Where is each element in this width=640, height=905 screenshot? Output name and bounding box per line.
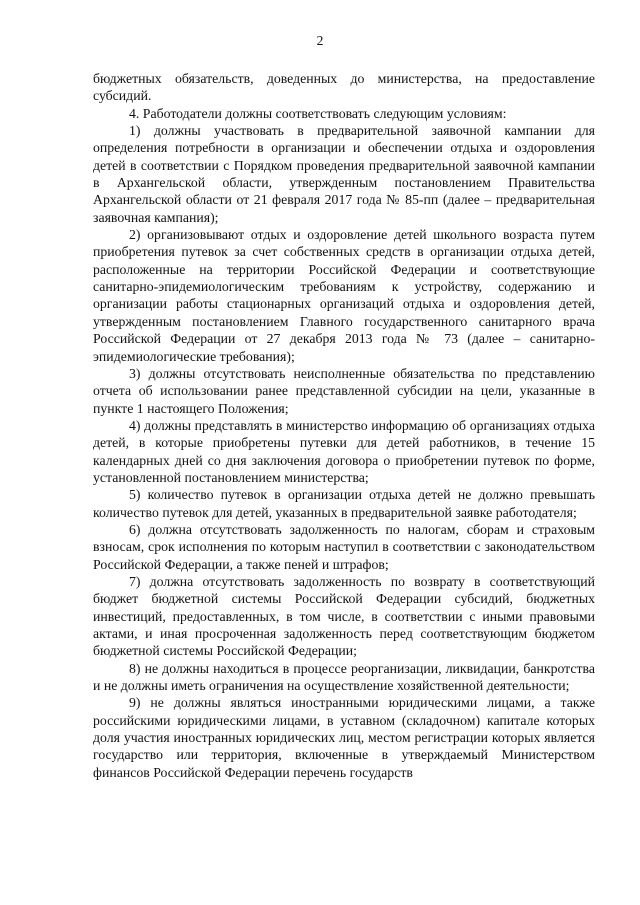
paragraph-subitem-2: 2) организовывают отдых и оздоровление детей школьного возраста путем приобретения путевок за счет собственных средств в организации отдыха детей, расположенные на территории Российской Федерации и соответствующие санитарно-эпидемиологическим требованиям к устройству, содержанию и организации работы стационарных организаций отдыха и оздоровления детей, утвержденным постановлением Главного государственного санитарного врача Российской Федерации от 27 декабря 2013 года № 73 (далее – санитарно-эпидемиологические требования); (93, 227, 595, 364)
paragraph-item-4: 4. Работодатели должны соответствовать следующим условиям: (129, 105, 507, 121)
paragraph-subitem-8: 8) не должны находиться в процессе реорганизации, ликвидации, банкротства и не должны иметь ограничения на осуществление хозяйственной деятельности; (93, 660, 595, 694)
document-body (93, 70, 595, 781)
paragraph-subitem-9: 9) не должны являться иностранными юридическими лицами, а также российскими юридическими лицами, в уставном (складочном) капитале которых доля участия иностранных юридических лиц, местом регистрации которых является государство или территория, включенные в утверждаемый Министерством финансов Российской Федерации перечень государств (93, 695, 595, 780)
paragraph-subitem-6: 6) должна отсутствовать задолженность по налогам, сборам и страховым взносам, срок исполнения по которым наступил в соответствии с законодательством Российской Федерации, а также пеней и штрафов; (93, 521, 595, 572)
paragraph-continuation: бюджетных обязательств, доведенных до министерства, на предоставление субсидий. (93, 71, 595, 104)
paragraph-subitem-1: 1) должны участвовать в предварительной заявочной кампании для определения потребности в организации и обеспечении отдыха и оздоровления детей в соответствии с Порядком проведения предварительной заявочной кампании в Архангельской области, утвержденным постановлением Правительства Архангельской области от 21 февраля 2017 года № 85-пп (далее – предварительная заявочная кампания); (93, 123, 595, 225)
paragraph-subitem-3: 3) должны отсутствовать неисполненные обязательства по представлению отчета об использовании ранее представленной субсидии на цели, указанные в пункте 1 настоящего Положения; (93, 365, 595, 416)
page-number: 2 (316, 33, 324, 48)
paragraph-subitem-7: 7) должна отсутствовать задолженность по возврату в соответствующий бюджет бюджетной системы Российской Федерации субсидий, бюджетных инвестиций, предоставленных, в том числе, в соответствии с иными правовыми актами, и иная просроченная задолженность перед соответствующим бюджетом бюджетной системы Российской Федерации; (93, 573, 595, 659)
paragraph-subitem-4: 4) должны представлять в министерство информацию об организациях отдыха детей, в которые приобретены путевки для детей работников, в течение 15 календарных дней со дня заключения договора о приобретении путевок по форме, установленной постановлением министерства; (93, 417, 595, 485)
paragraph-subitem-5: 5) количество путевок в организации отдыха детей не должно превышать количество путевок для детей, указанных в предварительной заявке работодателя; (93, 487, 595, 520)
